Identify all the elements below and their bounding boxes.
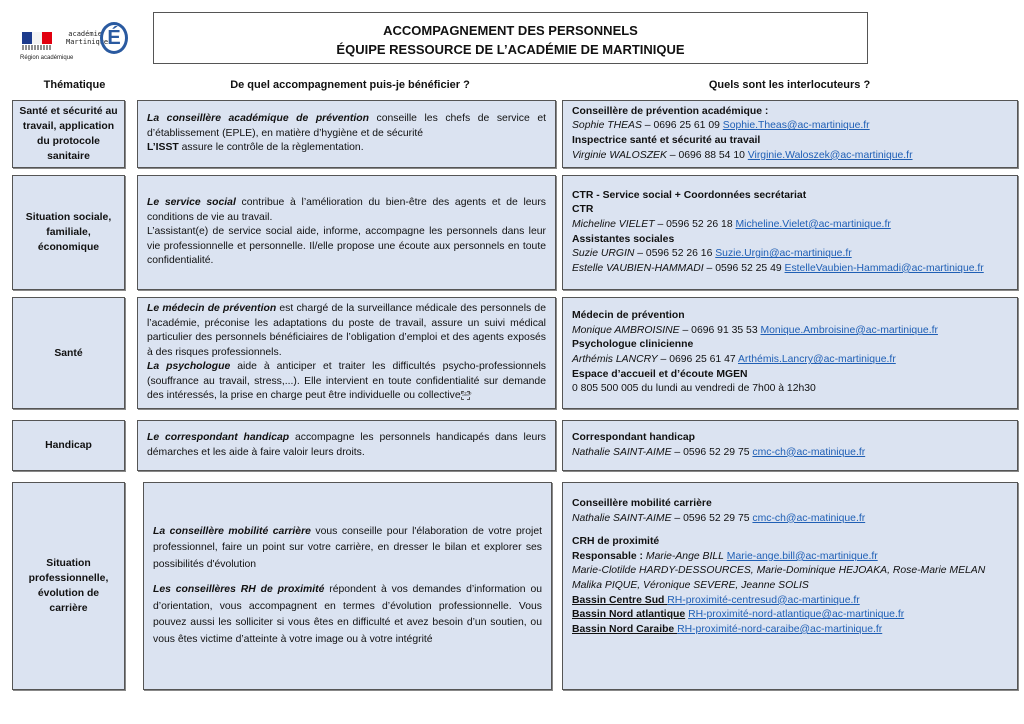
contact-heading: CTR - Service social + Coordonnées secrétariat: [572, 189, 807, 201]
academie-line1: académie: [68, 30, 102, 38]
role-title: Le correspondant handicap: [147, 431, 290, 443]
role-title: L’ISST: [147, 142, 179, 154]
contact-line: [572, 247, 1008, 262]
contact-line: [572, 262, 1008, 277]
desc-handicap: [137, 420, 556, 471]
contacts-situation-professionnelle: [562, 482, 1018, 690]
contacts-sante: [562, 297, 1018, 409]
education-e-icon: É: [100, 22, 128, 54]
mgen-phone: 0 805 500 005: [572, 383, 639, 395]
responsable-label: Responsable :: [572, 550, 646, 562]
role-text: est chargé de la surveillance médicale des personnels de l’académie, préconise les adaptations du poste de travail, assure un suivi médical particulier des personnels bénéficiaires de l’obligation d’emploi et des agents exposés à des risques professionnels.: [147, 302, 546, 358]
contacts-situation-sociale: [562, 175, 1018, 290]
role-text: accompagne les personnels handicapés dans leurs démarches et les aide à faire valoir leurs droits.: [147, 431, 546, 458]
contact-email-link[interactable]: EstelleVaubien-Hammadi@ac-martinique.fr: [784, 262, 984, 274]
contact-phone: – 0696 25 61 09: [641, 120, 723, 132]
contact-email-link[interactable]: Virginie.Waloszek@ac-martinique.fr: [747, 149, 913, 161]
contact-line: [572, 324, 1008, 339]
contact-heading: CTR: [572, 204, 594, 216]
contact-name: Estelle VAUBIEN-HAMMADI: [572, 262, 704, 274]
role-text: conseille les chefs de service et d’établissement (EPLE), en matière d’hygiène et de sécurité: [147, 113, 546, 139]
page-title-line1: ACCOMPAGNEMENT DES PERSONNELS: [383, 23, 638, 38]
contact-name: Arthémis LANCRY: [572, 354, 658, 365]
theme-handicap: Handicap: [12, 420, 125, 471]
role-title: Le service social: [147, 197, 236, 209]
contact-email-link[interactable]: cmc-ch@ac-matinique.fr: [752, 512, 866, 524]
contacts-sante-securite: [562, 100, 1018, 168]
contact-line: [572, 218, 1008, 233]
role-text: assure le contrôle de la règlementation.: [178, 142, 364, 154]
contact-phone: – 0596 52 25 49: [703, 262, 785, 274]
contact-name: Monique AMBROISINE: [572, 324, 680, 336]
role-text: contribue à l’amélioration du bien-être des agents et de leurs conditions de vie au travail.: [147, 197, 546, 223]
region-label: Région académique: [20, 55, 74, 61]
paragraph-gap: [572, 526, 1008, 535]
contact-phone: – 0696 25 61 47: [657, 354, 738, 365]
contact-name: Micheline VIELET: [572, 218, 655, 230]
contact-heading: Espace d’accueil et d’écoute MGEN: [572, 368, 748, 380]
role-title: Les conseillères RH de proximité: [153, 584, 325, 596]
bassin-label: Bassin Nord Caraibe: [572, 623, 678, 635]
contact-phone: – 0596 52 29 75: [671, 446, 753, 458]
contact-heading: Correspondant handicap: [572, 431, 695, 443]
crh-members: Marie-Clotilde HARDY-DESSOURCES, Marie-Dominique HEJOAKA, Rose-Marie MELAN: [572, 565, 986, 577]
contact-line: [572, 512, 1008, 527]
contact-phone: – 0696 88 54 10: [666, 149, 748, 161]
contact-heading: Inspectrice santé et sécurité au travail: [572, 135, 761, 146]
contact-heading: Médecin de prévention: [572, 310, 685, 322]
desc-paragraph: [147, 112, 546, 141]
contact-name: Suzie URGIN: [572, 248, 635, 260]
theme-sante: Santé: [12, 297, 125, 409]
column-header-thematique: Thématique: [43, 79, 106, 91]
contact-heading: CRH de proximité: [572, 536, 660, 548]
role-text: répondent à vos demandes d’information ou d’orientation, vous accompagnent en termes d’évolution professionnelle. Vous pouvez aussi les solliciter si vous êtes en difficulté et avez besoin d’un soutien, ou vous êtes victime d’atteinte à votre image ou à votre intégrité: [153, 584, 542, 645]
bassin-line: [572, 623, 1008, 638]
contact-line: [572, 550, 1008, 565]
role-text: aide à anticiper et traiter les difficultés psycho-professionnels (souffrance au travail, stress,...). Elle intervient en toute confidentialité sur demande des intéressés, la prise en charge peut être individuelle ou collective: [147, 361, 546, 402]
contact-email-link[interactable]: Marie-ange.bill@ac-martinique.fr: [726, 550, 878, 562]
republique-caption-decoration: [22, 45, 52, 50]
contact-line: [572, 119, 1008, 134]
contact-heading: Psychologue clinicienne: [572, 339, 694, 351]
bassin-email-link[interactable]: RH-proximité-centresud@ac-martinique.fr: [667, 594, 860, 606]
desc-paragraph: [153, 524, 542, 574]
contact-line: [572, 382, 1008, 397]
contact-email-link[interactable]: Arthémis.Lancry@ac-martinique.fr: [737, 354, 896, 365]
desc-paragraph: [147, 196, 546, 225]
desc-sante-securite: [137, 100, 556, 168]
contact-name: Nathalie SAINT-AIME: [572, 512, 672, 524]
academie-line2: Martinique: [66, 38, 109, 46]
theme-sante-securite: Santé et sécurité au travail, application du protocole sanitaire: [12, 100, 125, 168]
desc-paragraph: [153, 582, 542, 648]
role-title: La conseillère académique de prévention: [147, 113, 369, 125]
contact-phone: – 0696 91 35 53: [679, 324, 761, 336]
desc-situation-sociale: [137, 175, 556, 290]
column-header-interlocuteurs: Quels sont les interlocuteurs ?: [708, 79, 871, 91]
contact-line: [572, 353, 1008, 368]
marianne-flag-icon: [22, 32, 52, 44]
mgen-hours: du lundi au vendredi de 7h00 à 12h30: [638, 383, 816, 395]
desc-sante: [137, 297, 556, 409]
theme-situation-sociale: Situation sociale, familiale, économique: [12, 175, 125, 290]
contact-phone: – 0596 52 26 18: [654, 218, 736, 230]
contact-email-link[interactable]: Monique.Ambroisine@ac-martinique.fr: [760, 324, 938, 336]
role-title: Le médecin de prévention: [147, 302, 277, 314]
desc-paragraph: [147, 360, 546, 404]
contact-heading: Assistantes sociales: [572, 233, 675, 245]
desc-paragraph: [147, 302, 546, 360]
contact-email-link[interactable]: Micheline.Vielet@ac-martinique.fr: [735, 218, 891, 230]
contact-name: Nathalie SAINT-AIME: [572, 446, 672, 458]
desc-paragraph: [147, 141, 546, 156]
role-text: vous conseille pour l'élaboration de votre projet professionnel, faire un point sur votre carrière, en dresser le bilan et explorer ses possibilités d'évolution: [153, 525, 542, 570]
contact-name: Sophie THEAS: [572, 120, 642, 132]
desc-paragraph: [147, 431, 546, 460]
contact-line: [572, 446, 1008, 461]
theme-situation-professionnelle: Situation professionnelle, évolution de carrière: [12, 482, 125, 690]
role-title: La conseillère mobilité carrière: [153, 525, 311, 537]
contact-line: [572, 149, 1008, 164]
column-header-accompagnement: De quel accompagnement puis-je bénéficier ?: [230, 79, 470, 91]
bassin-label: Bassin Nord atlantique: [572, 609, 686, 621]
desc-situation-professionnelle: [143, 482, 552, 690]
bassin-label: Bassin Centre Sud: [572, 594, 668, 606]
bassin-email-link[interactable]: RH-proximité-nord-atlantique@ac-martinique.fr: [688, 609, 905, 621]
contact-name: Virginie WALOSZEK: [572, 149, 667, 161]
role-title: La psychologue: [147, 361, 231, 373]
bassin-line: [572, 594, 1008, 609]
bassin-email-link[interactable]: RH-proximité-nord-caraibe@ac-martinique.fr: [677, 623, 883, 635]
contact-heading: Conseillère mobilité carrière: [572, 498, 712, 509]
desc-paragraph: L’assistant(e) de service social aide, informe, accompagne les personnels dans leur vie professionnelle et personnelle. Il/elle propose une écoute aux personnels en toute confidentialité.: [147, 226, 546, 267]
bassin-line: [572, 608, 1008, 623]
separator-placeholder-icon: SEP: [461, 392, 472, 399]
contact-heading: Conseillère de prévention académique :: [572, 105, 769, 117]
page-title-line2: ÉQUIPE RESSOURCE DE L’ACADÉMIE DE MARTINIQUE: [336, 42, 685, 57]
contact-email-link[interactable]: cmc-ch@ac-matinique.fr: [752, 446, 866, 458]
crh-members: Malika PIQUE, Véronique SEVERE, Jeanne SOLIS: [572, 579, 809, 591]
contact-name: Marie-Ange BILL: [645, 550, 724, 562]
academie-logo: [18, 20, 133, 68]
paragraph-gap: [153, 573, 542, 582]
contact-email-link[interactable]: Suzie.Urgin@ac-martinique.fr: [715, 248, 852, 260]
academie-wordmark: [66, 30, 109, 46]
contacts-handicap: [562, 420, 1018, 471]
contact-phone: – 0596 52 29 75: [671, 512, 753, 524]
contact-email-link[interactable]: Sophie.Theas@ac-martinique.fr: [722, 120, 870, 132]
page-title-box: [153, 12, 868, 64]
contact-phone: – 0596 52 26 16: [634, 248, 716, 260]
